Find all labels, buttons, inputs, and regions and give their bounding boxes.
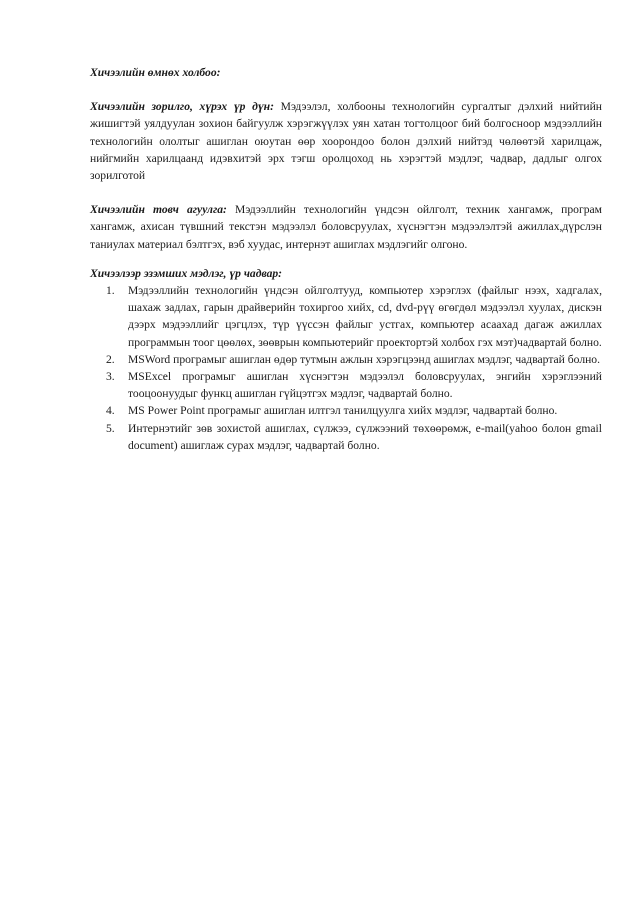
- list-item-number: 4.: [106, 404, 115, 418]
- goal-label: Хичээлийн зорилго, хүрэх үр дүн:: [90, 100, 274, 114]
- list-item: [90, 420, 602, 454]
- list-item-number: 2.: [106, 352, 115, 366]
- content-text: Мэдээллийн технологийн үндсэн ойлголт, техник хангамж, програм хангамж, ахисан түвшний текстэн мэдээлэл боловсруулах, хүснэгтэн мэдээлэлтэй ажиллах,дүрслэн таниулах материал бэлтгэх, вэб хуудас, интернэт ашиглах мэдлэгийг олгоно.: [90, 203, 602, 251]
- list-item-text: MSExcel програмыг ашиглан хүснэгтэн мэдээлэл боловсруулах, энгийн хэрэглээний тооцоонуудыг функц ашиглан гүйцэтгэх мэдлэг, чадвартай болно.: [128, 370, 602, 401]
- list-item-number: 1.: [106, 284, 115, 298]
- list-item: [90, 351, 602, 368]
- goal-paragraph: [90, 98, 602, 184]
- goal-text: Мэдээлэл, холбооны технологийн сургалтыг дэлхий нийтийн жишигтэй уялдуулан зохион байгуулж хэрэгжүүлэх уян хатан тогтолцоог бий болгосноор мэдээллийн технологийн ололтыг ашиглан оюутан өөр хоорондоо болон дэлхий нийтэд чөлөөтэй харилцаж, нийгмийн харилцаанд идэвхитэй эрх тэгш оролцоход нь хэрэгтэй мэдлэг, чадвар, дадлыг олгох зорилготой: [90, 100, 602, 183]
- content-paragraph: [90, 201, 602, 253]
- list-item-number: 5.: [106, 421, 115, 435]
- skills-heading: Хичээлээр эзэмших мэдлэг, үр чадвар:: [90, 266, 283, 280]
- content-label: Хичээлийн товч агуулга:: [90, 203, 227, 217]
- list-item-number: 3.: [106, 370, 115, 384]
- list-item: [90, 402, 602, 419]
- skills-list: [90, 282, 602, 454]
- list-item-text: MS Power Point програмыг ашиглан илтгэл танилцуулга хийх мэдлэг, чадвартай болно.: [128, 404, 558, 418]
- list-item-text: MSWord програмыг ашиглан өдөр тутмын ажлын хэрэгцээнд ашиглах мэдлэг, чадвартай болно.: [128, 352, 601, 366]
- list-item-text: Мэдээллийн технологийн үндсэн ойлголтууд, компьютер хэрэглэх (файлыг нээх, хадгалах, шахаж задлах, гарын драйверийн тохиргоо хийх, cd, dvd-рүү өгөгдөл мэдээлэл хуулах, дискэн дээрх мэдээллийг цэгцлэх, түр үүссэн файлыг устгах, компьютер асаахад дагаж ажиллах программын тоог цөөлөх, зөөврын компьютерийг проектортэй холбох гэх мэт)чадвартай болно.: [128, 284, 602, 349]
- prerequisite-heading: Хичээлийн өмнөх холбоо:: [90, 66, 221, 79]
- list-item-text: Интернэтийг зөв зохистой ашиглах, сүлжээ, сүлжээний төхөөрөмж, e-mail(yahoo болон gmail document) ашиглаж сурах мэдлэг, чадвартай болно.: [128, 421, 602, 452]
- list-item: [90, 368, 602, 402]
- list-item: [90, 282, 602, 351]
- document-page: [90, 64, 602, 454]
